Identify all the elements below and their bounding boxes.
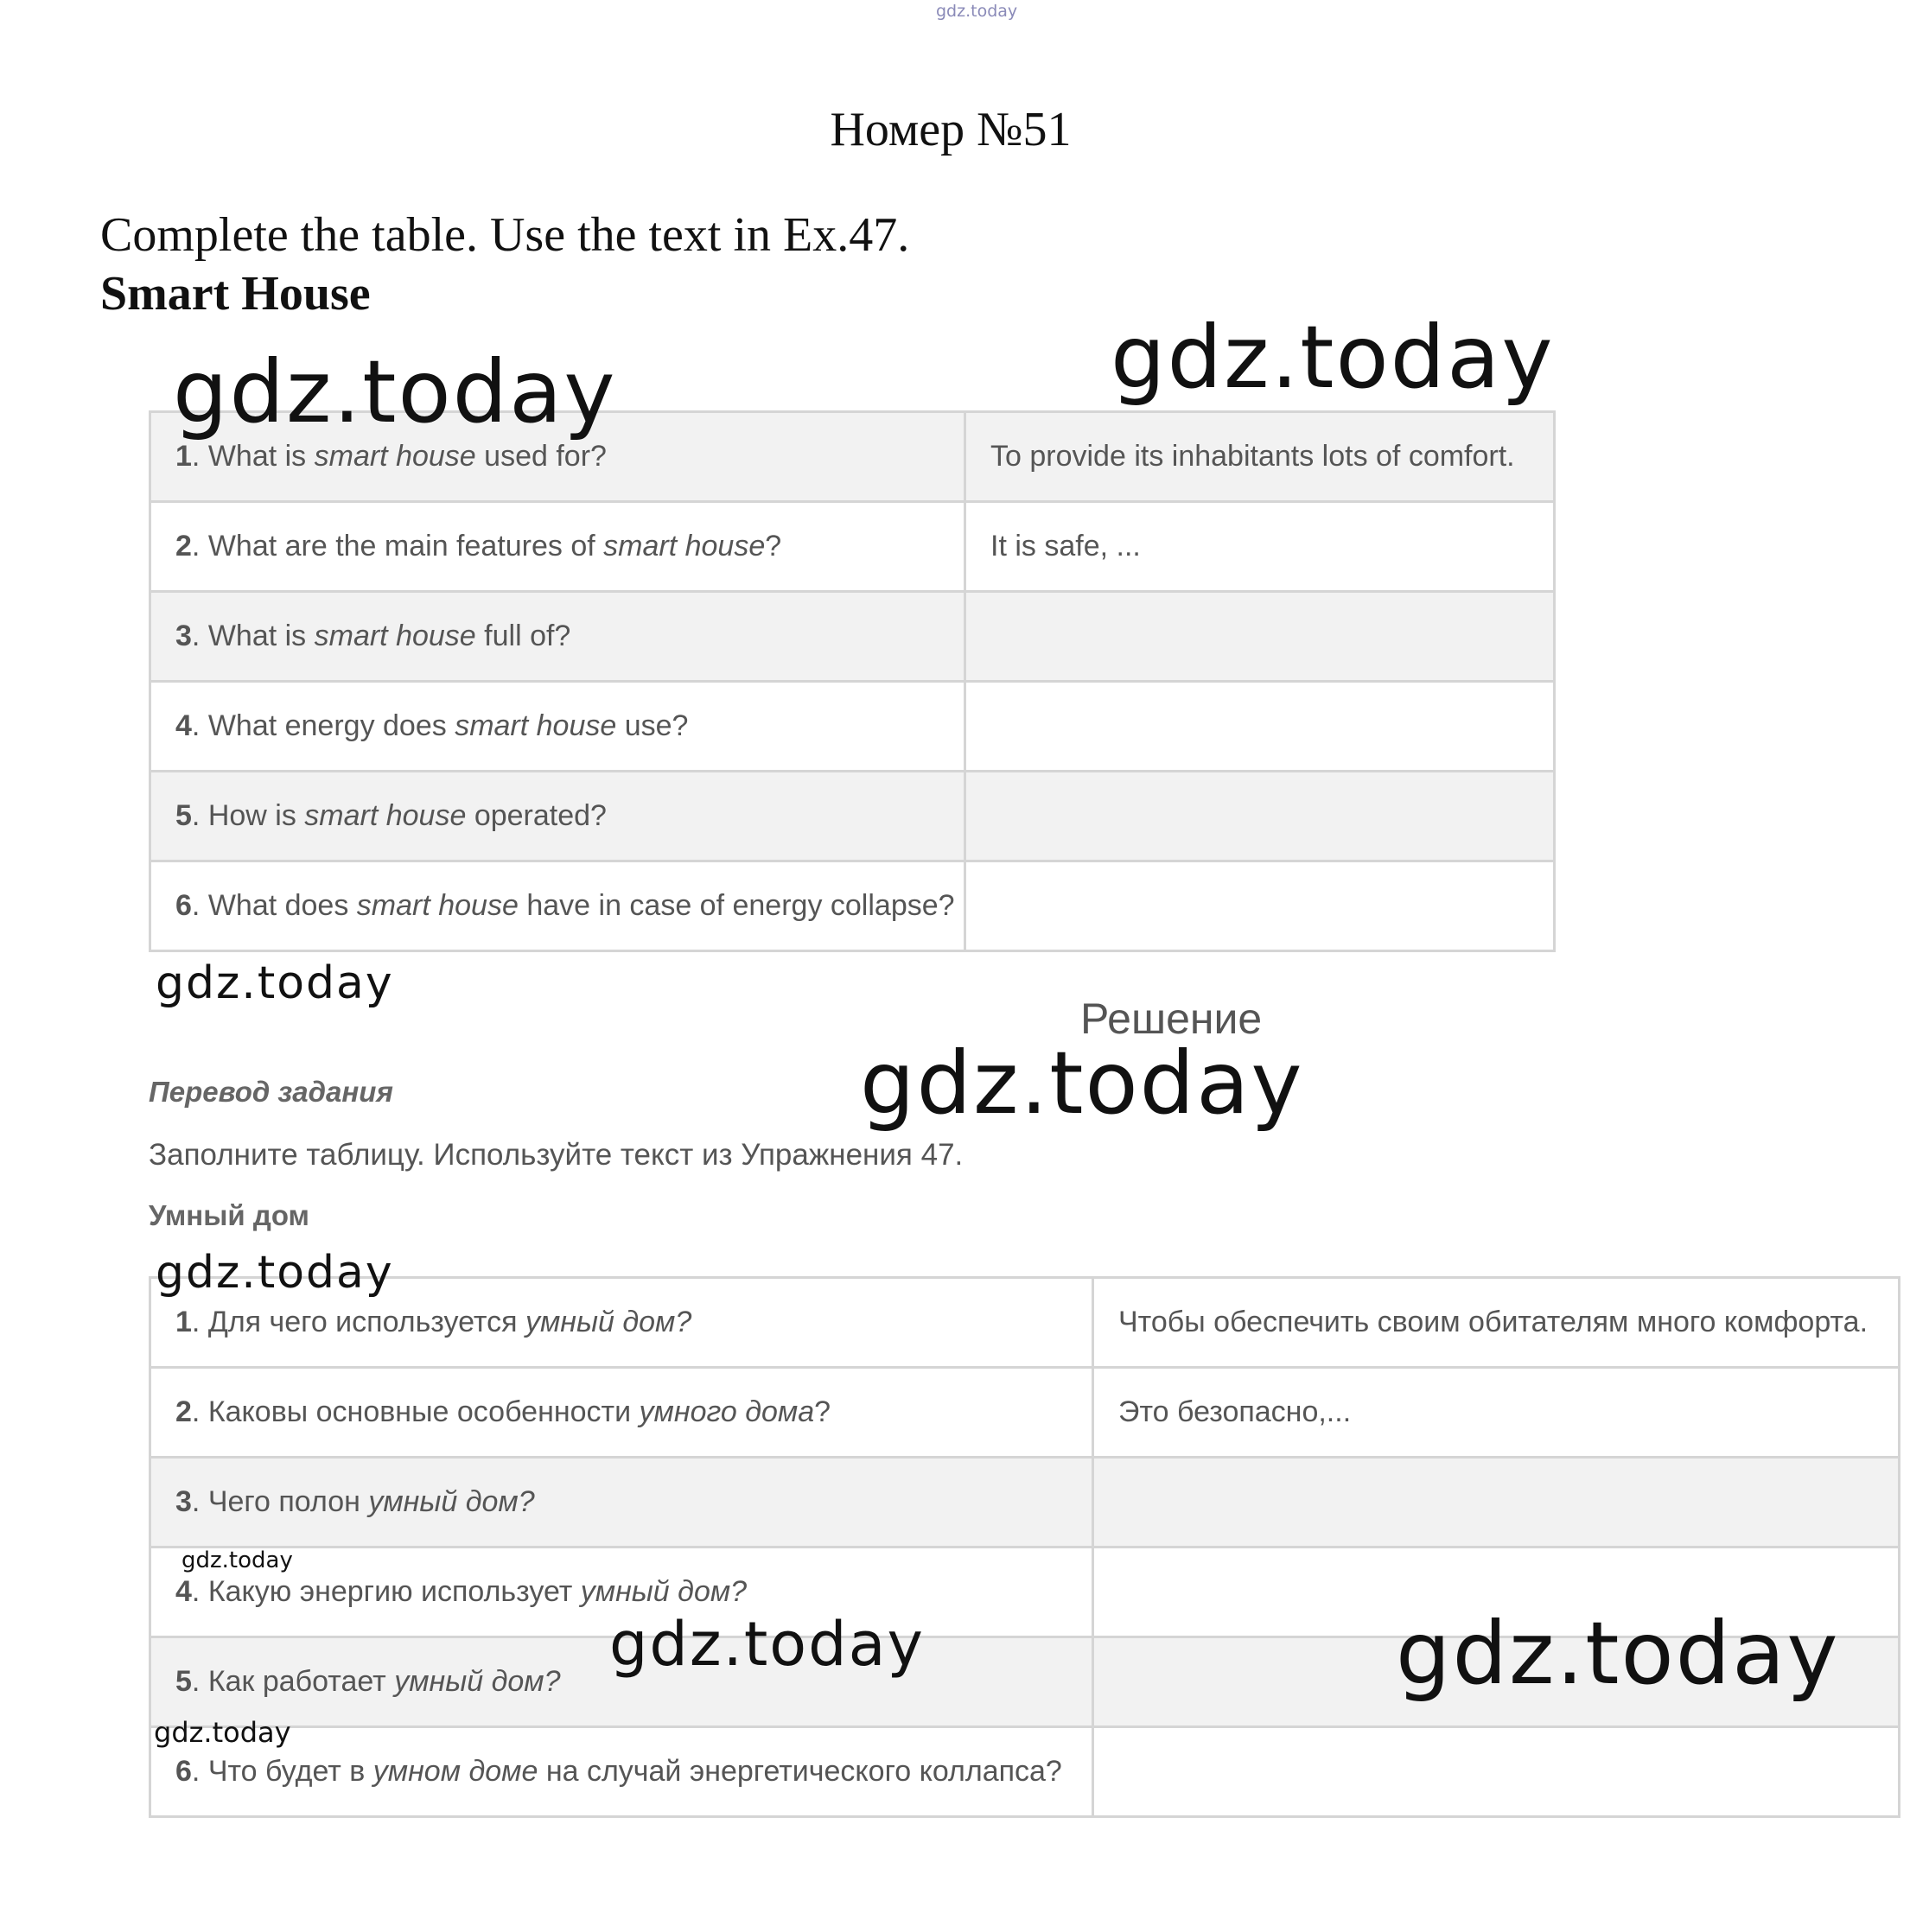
translation-subtitle: Умный дом: [149, 1199, 309, 1231]
answer-cell: [965, 772, 1555, 861]
answer-cell: [965, 682, 1555, 772]
table-row: [150, 1278, 1900, 1368]
table-row: [150, 592, 1555, 682]
russian-question-table: [149, 1276, 1900, 1818]
answer-cell: Это безопасно,...: [1093, 1368, 1900, 1458]
question-cell: 3. Чего полон умный дом?: [150, 1458, 1093, 1548]
watermark: gdz.today: [1396, 1603, 1840, 1704]
answer-cell: [965, 861, 1555, 951]
question-cell: 6. What does smart house have in case of energy collapse?: [150, 861, 965, 951]
watermark: gdz.today: [173, 341, 617, 442]
translation-text: Заполните таблицу. Используйте текст из Упражнения 47.: [149, 1138, 964, 1172]
question-cell: 1. What is smart house used for?: [150, 412, 965, 502]
question-cell: 6. Что будет в умном доме на случай энергетического коллапса?: [150, 1727, 1093, 1817]
watermark: gdz.today: [860, 1033, 1304, 1134]
question-cell: 4. What energy does smart house use?: [150, 682, 965, 772]
question-cell: 5. Как работает умный дом?: [150, 1637, 1093, 1727]
question-cell: 1. Для чего используется умный дом?: [150, 1278, 1093, 1368]
watermark-top: gdz.today: [936, 2, 1018, 21]
answer-cell: To provide its inhabitants lots of comfort.: [965, 412, 1555, 502]
question-cell: 5. How is smart house operated?: [150, 772, 965, 861]
table-row: [150, 772, 1555, 861]
page-title: Номер №51: [830, 103, 1072, 156]
table-row: [150, 861, 1555, 951]
answer-cell: [1093, 1727, 1900, 1817]
watermark: gdz.today: [181, 1548, 293, 1573]
question-cell: 3. What is smart house full of?: [150, 592, 965, 682]
watermark: gdz.today: [156, 1247, 394, 1299]
question-cell: 4. Какую энергию использует умный дом?: [150, 1548, 1093, 1637]
question-cell: 2. Каковы основные особенности умного дома?: [150, 1368, 1093, 1458]
translation-heading: Перевод задания: [149, 1076, 393, 1108]
watermark: gdz.today: [154, 1716, 291, 1749]
table-row: [150, 1458, 1900, 1548]
answer-cell: It is safe, ...: [965, 502, 1555, 592]
table-row: [150, 682, 1555, 772]
answer-cell: [1093, 1458, 1900, 1548]
task-subtitle: Smart House: [100, 267, 371, 321]
table-row: [150, 502, 1555, 592]
table-row: [150, 1727, 1900, 1817]
solution-heading: Решение: [1080, 995, 1263, 1043]
task-instruction: Complete the table. Use the text in Ex.47.: [100, 208, 910, 262]
question-cell: 2. What are the main features of smart house?: [150, 502, 965, 592]
watermark: gdz.today: [156, 957, 394, 1009]
answer-cell: Чтобы обеспечить своим обитателям много комфорта.: [1093, 1278, 1900, 1368]
answer-cell: [965, 592, 1555, 682]
watermark: gdz.today: [1111, 307, 1555, 408]
english-question-table: [149, 410, 1556, 952]
table-row: [150, 1368, 1900, 1458]
watermark: gdz.today: [609, 1609, 925, 1680]
